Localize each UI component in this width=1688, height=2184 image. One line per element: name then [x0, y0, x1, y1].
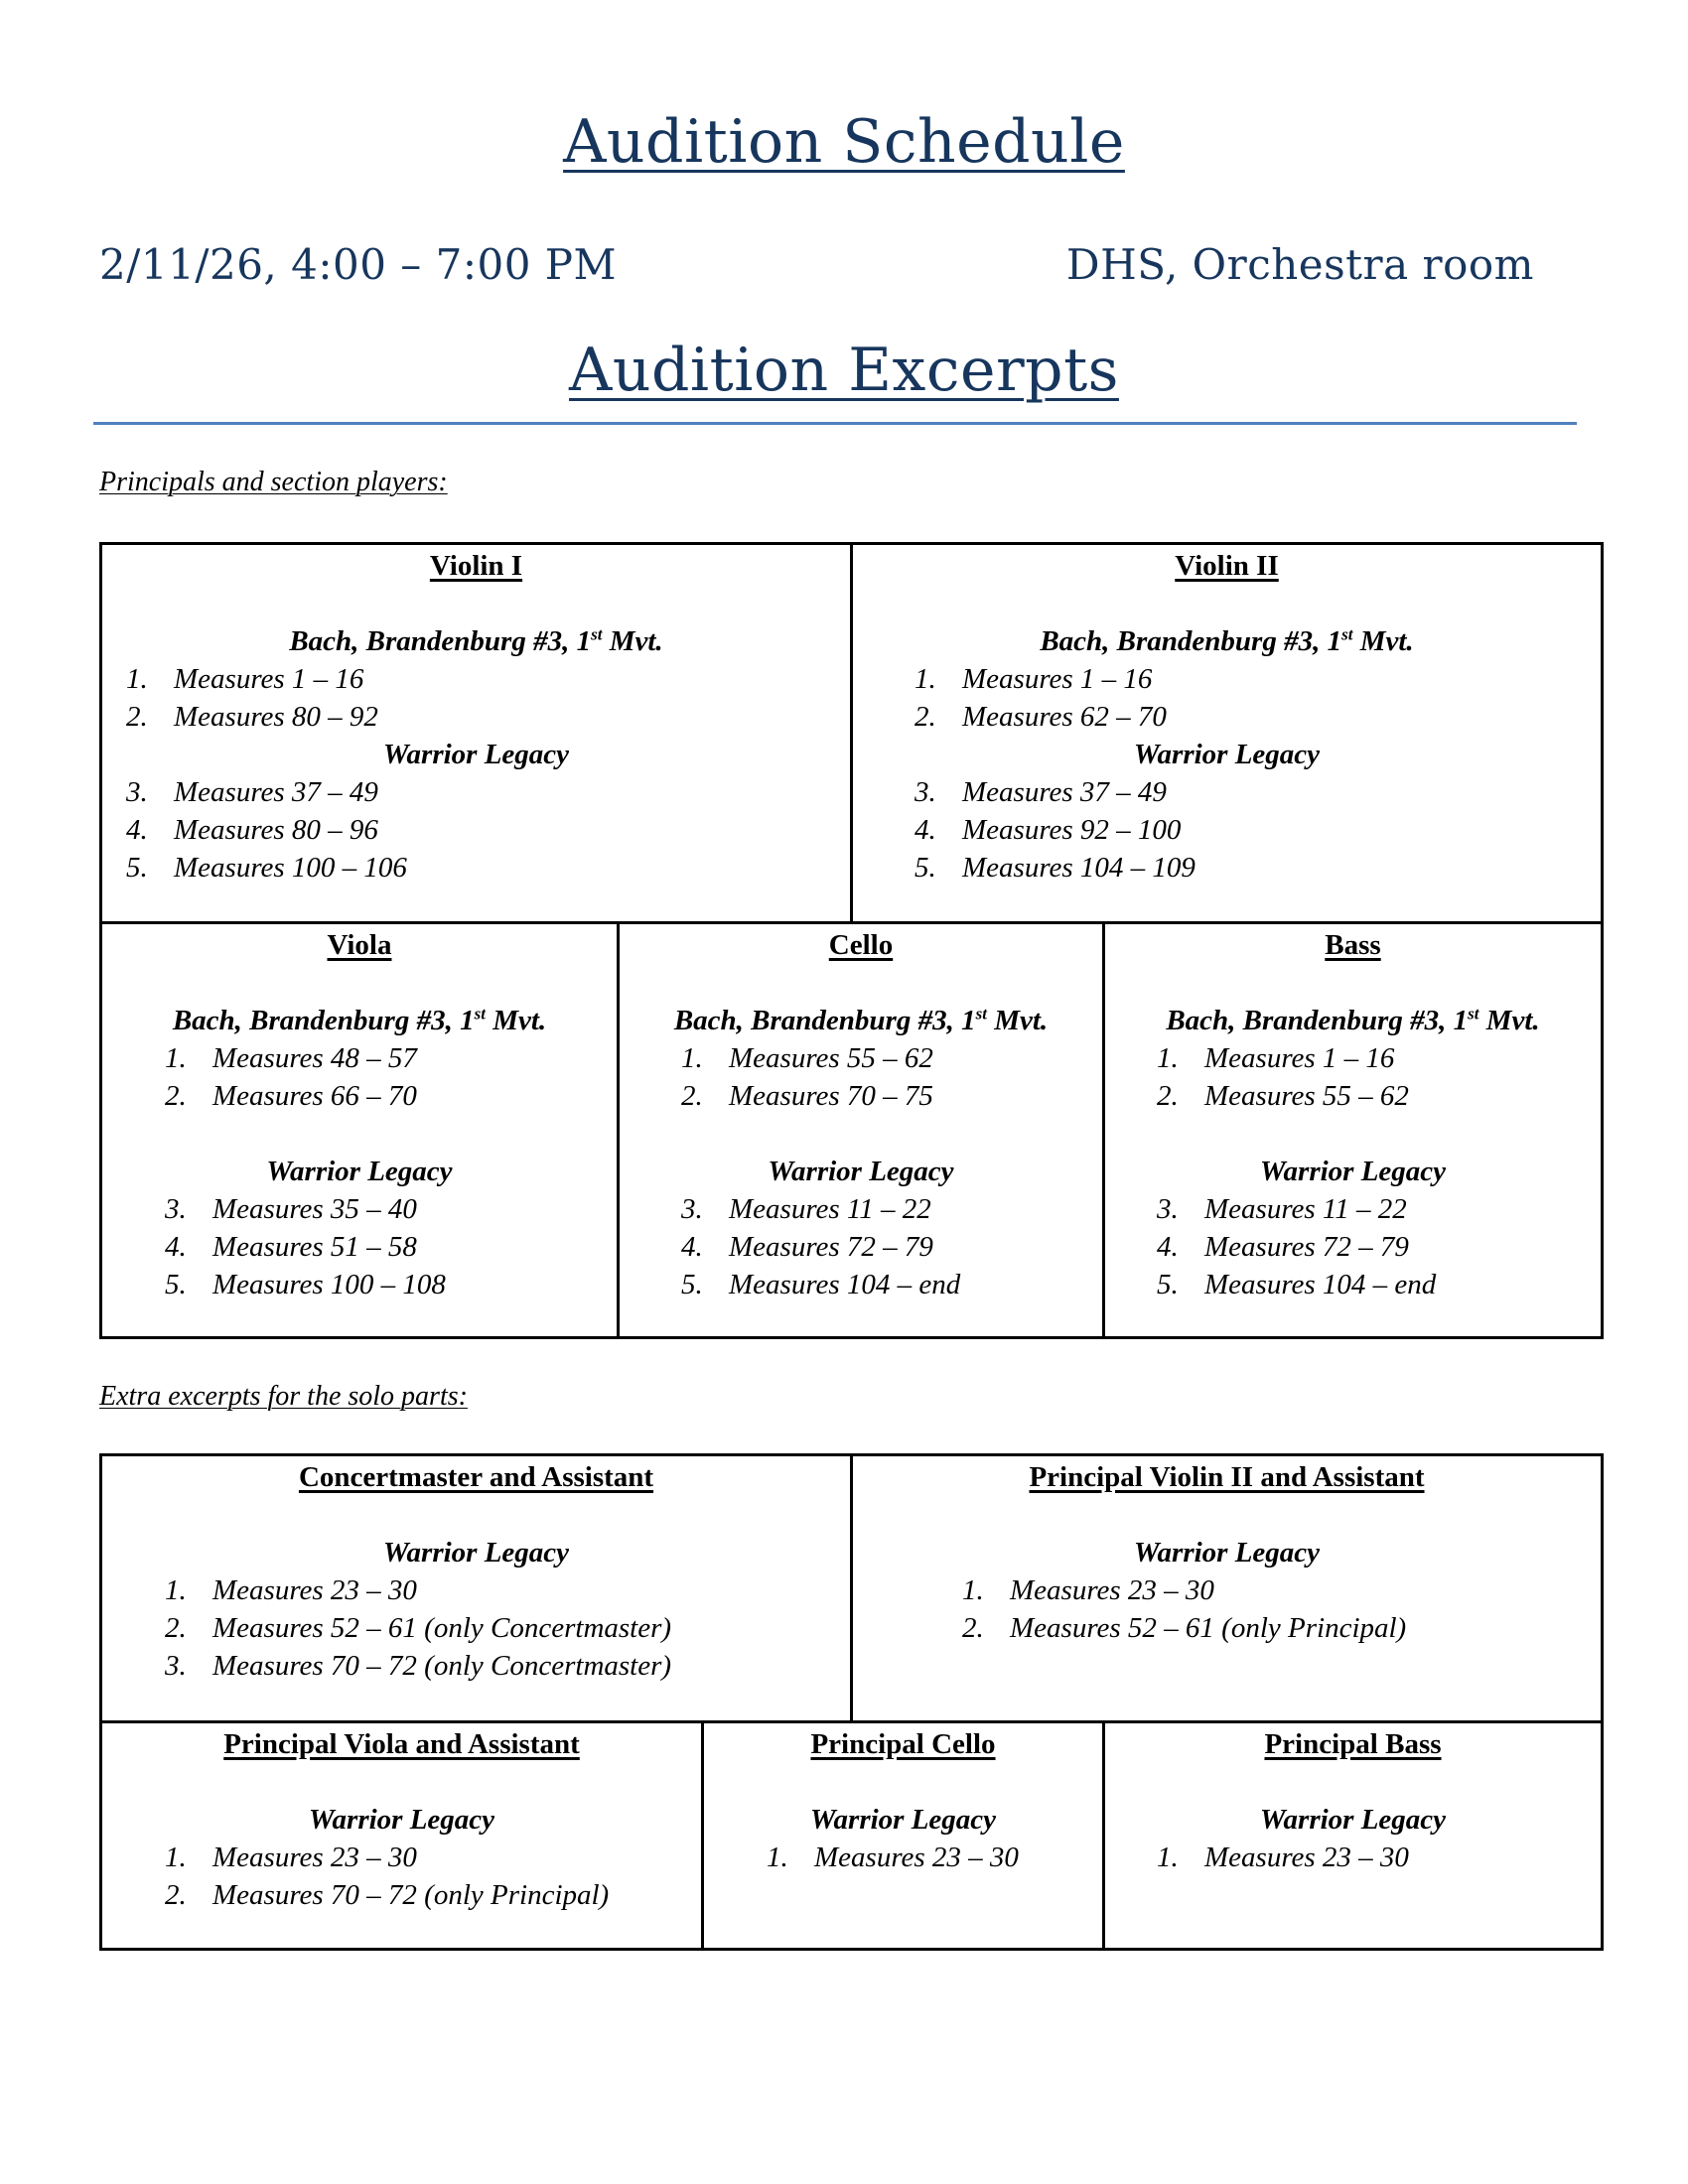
cell-title: Principal Bass [1264, 1728, 1442, 1760]
piece-title: Warrior Legacy [382, 739, 570, 770]
list-item: 2. Measures 62 – 70 [914, 701, 1167, 733]
list-item: 3. Measures 11 – 22 [681, 1193, 931, 1225]
piece-title: Bach, Brandenburg #3, 1st Mvt. [1166, 1004, 1540, 1036]
list-item: 5. Measures 104 – end [1157, 1269, 1437, 1300]
piece-title: Warrior Legacy [1133, 739, 1321, 770]
list-item: 4. Measures 72 – 79 [681, 1231, 933, 1263]
cell-viola [102, 924, 617, 1336]
cell-title: Principal Violin II and Assistant [1029, 1461, 1425, 1493]
piece-title: Bach, Brandenburg #3, 1st Mvt. [1040, 624, 1414, 657]
cell-violin-1 [102, 545, 850, 921]
cell-principal-bass [1102, 1723, 1601, 1948]
list-item: 1. Measures 23 – 30 [962, 1574, 1214, 1606]
audition-location: DHS, Orchestra room [1065, 240, 1534, 289]
page-title: Audition Schedule [563, 107, 1125, 177]
list-item: 5. Measures 104 – 109 [914, 852, 1196, 884]
piece-title: Warrior Legacy [266, 1156, 453, 1187]
section-title-excerpts: Audition Excerpts [569, 336, 1119, 405]
list-item: 5. Measures 100 – 106 [126, 852, 407, 884]
cell-principal-cello [701, 1723, 1102, 1948]
list-item: 2. Measures 52 – 61 (only Concertmaster) [165, 1612, 672, 1644]
list-item: 2. Measures 80 – 92 [126, 701, 378, 733]
list-item: 5. Measures 100 – 108 [165, 1269, 446, 1300]
cell-title: Violin II [1175, 550, 1279, 582]
table-row-low-string-solos [102, 1720, 1601, 1948]
piece-title: Warrior Legacy [382, 1537, 570, 1569]
cell-title: Concertmaster and Assistant [298, 1461, 654, 1493]
list-item: 4. Measures 80 – 96 [126, 814, 378, 846]
piece-title: Bach, Brandenburg #3, 1st Mvt. [172, 1004, 547, 1036]
principals-excerpts-table [99, 542, 1604, 1339]
cell-title: Principal Viola and Assistant [223, 1728, 580, 1760]
list-item: 4. Measures 72 – 79 [1157, 1231, 1409, 1263]
table-row-violin-solos [102, 1456, 1601, 1720]
cell-title: Bass [1325, 929, 1381, 961]
list-item: 5. Measures 104 – end [681, 1269, 961, 1300]
horizontal-rule [93, 422, 1577, 425]
cell-principal-violin-2 [850, 1456, 1601, 1720]
list-item: 2. Measures 70 – 72 (only Principal) [165, 1879, 610, 1911]
piece-title: Bach, Brandenburg #3, 1st Mvt. [673, 1004, 1049, 1036]
list-item: 3. Measures 37 – 49 [126, 776, 378, 808]
table-row-low-strings [102, 921, 1601, 1336]
cell-cello [617, 924, 1102, 1336]
list-item: 1. Measures 23 – 30 [767, 1842, 1019, 1873]
cell-violin-2 [850, 545, 1601, 921]
piece-title: Warrior Legacy [768, 1156, 954, 1187]
list-item: 1. Measures 23 – 30 [1157, 1842, 1409, 1873]
list-item: 1. Measures 23 – 30 [165, 1842, 417, 1873]
list-item: 2. Measures 55 – 62 [1157, 1080, 1409, 1112]
piece-title: Bach, Brandenburg #3, 1st Mvt. [289, 624, 663, 657]
solo-excerpts-table [99, 1453, 1604, 1951]
list-item: 4. Measures 51 – 58 [165, 1231, 417, 1263]
list-item: 1. Measures 55 – 62 [681, 1042, 933, 1074]
list-item: 1. Measures 23 – 30 [165, 1574, 417, 1606]
list-item: 1. Measures 1 – 16 [126, 663, 364, 695]
list-item: 3. Measures 35 – 40 [165, 1193, 417, 1225]
audition-date-time: 2/11/26, 4:00 – 7:00 PM [99, 240, 618, 289]
principals-section-label: Principals and section players: [99, 467, 448, 497]
piece-title: Warrior Legacy [1259, 1804, 1447, 1836]
list-item: 2. Measures 70 – 75 [681, 1080, 933, 1112]
list-item: 2. Measures 52 – 61 (only Principal) [962, 1612, 1407, 1644]
piece-title: Warrior Legacy [1133, 1537, 1321, 1569]
list-item: 1. Measures 1 – 16 [914, 663, 1153, 695]
cell-bass [1102, 924, 1601, 1336]
list-item: 2. Measures 66 – 70 [165, 1080, 417, 1112]
list-item: 3. Measures 11 – 22 [1157, 1193, 1407, 1225]
piece-title: Warrior Legacy [1259, 1156, 1447, 1187]
cell-concertmaster [102, 1456, 850, 1720]
table-row-violins [102, 545, 1601, 921]
list-item: 3. Measures 37 – 49 [914, 776, 1167, 808]
piece-title: Warrior Legacy [308, 1804, 495, 1836]
cell-title: Cello [828, 929, 894, 961]
list-item: 1. Measures 1 – 16 [1157, 1042, 1395, 1074]
cell-title: Violin I [429, 550, 523, 582]
piece-title: Warrior Legacy [809, 1804, 997, 1836]
solo-section-label: Extra excerpts for the solo parts: [99, 1381, 468, 1412]
cell-title: Viola [327, 929, 392, 961]
list-item: 1. Measures 48 – 57 [165, 1042, 417, 1074]
cell-title: Principal Cello [810, 1728, 996, 1760]
list-item: 3. Measures 70 – 72 (only Concertmaster) [165, 1650, 672, 1682]
cell-principal-viola [102, 1723, 701, 1948]
list-item: 4. Measures 92 – 100 [914, 814, 1182, 846]
